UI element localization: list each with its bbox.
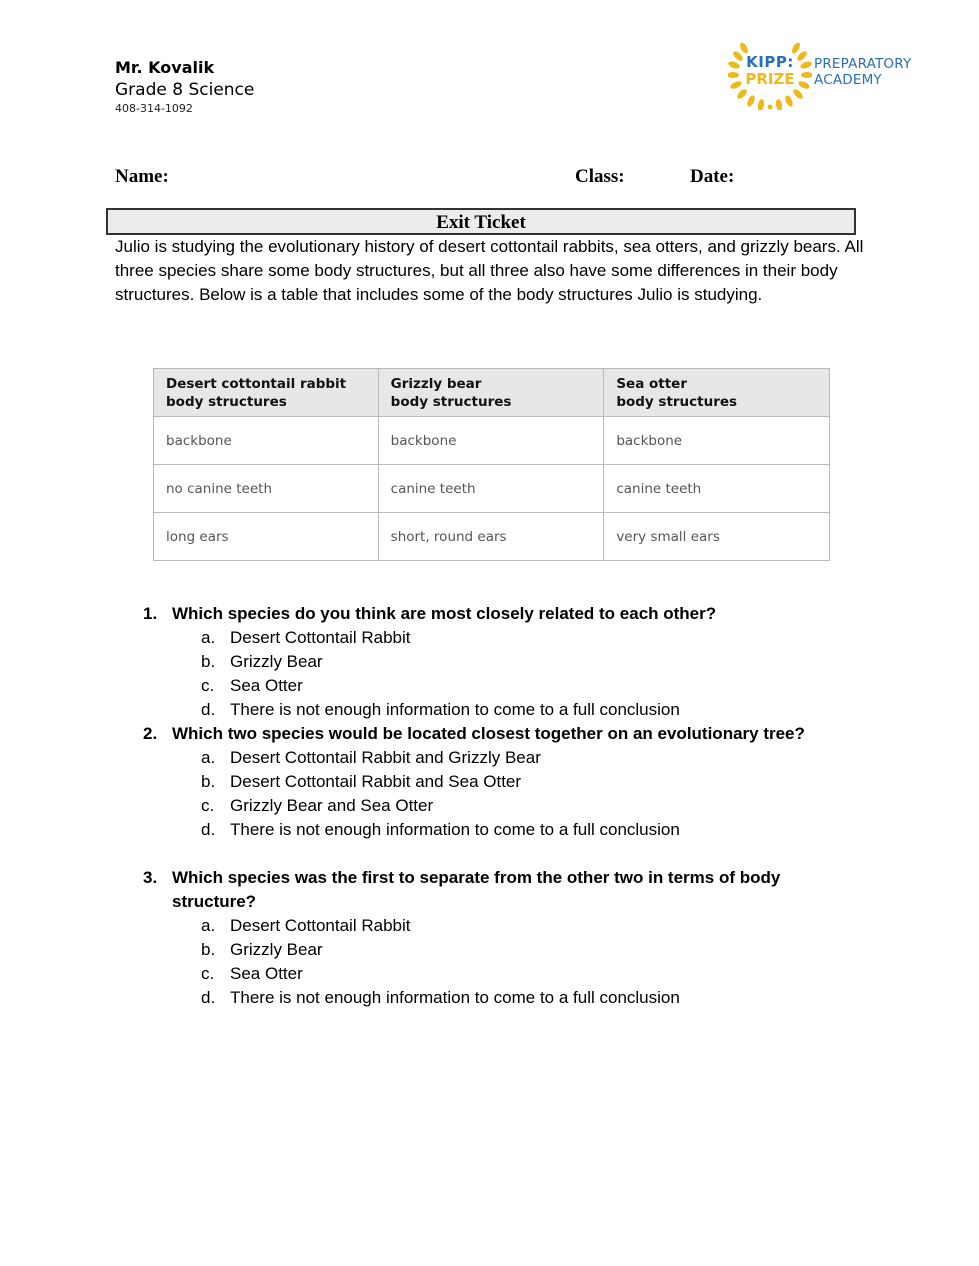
date-label: Date: — [690, 166, 735, 187]
table-cell: backbone — [154, 417, 379, 465]
logo-academy-text — [814, 56, 911, 88]
answer-option: d. There is not enough information to come to a full conclusion — [201, 820, 680, 839]
answer-option: a. Desert Cottontail Rabbit — [201, 628, 411, 647]
course-name: Grade 8 Science — [115, 80, 255, 100]
question-text: Which species was the first to separate from the other two in terms of body structure? — [172, 868, 781, 911]
answer-option: c. Sea Otter — [201, 676, 303, 695]
table-header-rabbit: Desert cottontail rabbit body structures — [154, 369, 379, 417]
teacher-phone: 408-314-1092 — [115, 102, 193, 115]
spacer — [0, 842, 979, 866]
table-row — [154, 513, 830, 561]
answer-option: d. There is not enough information to come to a full conclusion — [201, 700, 680, 719]
table-cell: short, round ears — [378, 513, 604, 561]
question-text: Which two species would be located closest together on an evolutionary tree? — [172, 724, 805, 743]
page-title: Exit Ticket — [106, 208, 856, 235]
table-cell: backbone — [604, 417, 830, 465]
question-number: 3. — [143, 868, 158, 887]
table-cell: long ears — [154, 513, 379, 561]
school-logo — [728, 34, 918, 112]
table-row — [154, 465, 830, 513]
answer-option: d. There is not enough information to come to a full conclusion — [201, 988, 680, 1007]
logo-academy: ACADEMY — [814, 72, 882, 88]
table-cell: canine teeth — [604, 465, 830, 513]
answer-option: a. Desert Cottontail Rabbit — [201, 916, 411, 935]
intro-paragraph: Julio is studying the evolutionary history of desert cottontail rabbits, sea otters, and grizzly bears. All three species share some body structures, but all three also have some differences in their body structures. Below is a table that includes some of the body structures Julio is studying. — [115, 237, 864, 304]
table-header-bear: Grizzly bear body structures — [378, 369, 604, 417]
table-header-otter: Sea otter body structures — [604, 369, 830, 417]
teacher-name: Mr. Kovalik — [115, 58, 215, 77]
body-structures-table — [153, 368, 830, 561]
question-1 — [0, 602, 979, 626]
logo-prize-text: PRIZE — [745, 70, 795, 88]
question-number: 1. — [143, 604, 158, 623]
table-cell: no canine teeth — [154, 465, 379, 513]
question-3 — [0, 866, 979, 914]
question-2 — [0, 722, 979, 746]
answer-option: b. Desert Cottontail Rabbit and Sea Otter — [201, 772, 522, 791]
question-list — [0, 602, 979, 1010]
answer-option: c. Sea Otter — [201, 964, 303, 983]
logo-preparatory: PREPARATORY — [814, 56, 912, 72]
table-cell: canine teeth — [378, 465, 604, 513]
teacher-info — [115, 57, 254, 116]
answer-option: b. Grizzly Bear — [201, 940, 323, 959]
answer-option: a. Desert Cottontail Rabbit and Grizzly Bear — [201, 748, 541, 767]
table-cell: very small ears — [604, 513, 830, 561]
logo-kipp-text: KIPP: — [746, 53, 794, 71]
table-header-row — [154, 369, 830, 417]
answer-option: c. Grizzly Bear and Sea Otter — [201, 796, 434, 815]
name-label: Name: — [115, 166, 169, 187]
question-text: Which species do you think are most closely related to each other? — [172, 604, 717, 623]
table-row — [154, 417, 830, 465]
answer-option: b. Grizzly Bear — [201, 652, 323, 671]
table-cell: backbone — [378, 417, 604, 465]
question-number: 2. — [143, 724, 158, 743]
class-label: Class: — [575, 166, 625, 187]
